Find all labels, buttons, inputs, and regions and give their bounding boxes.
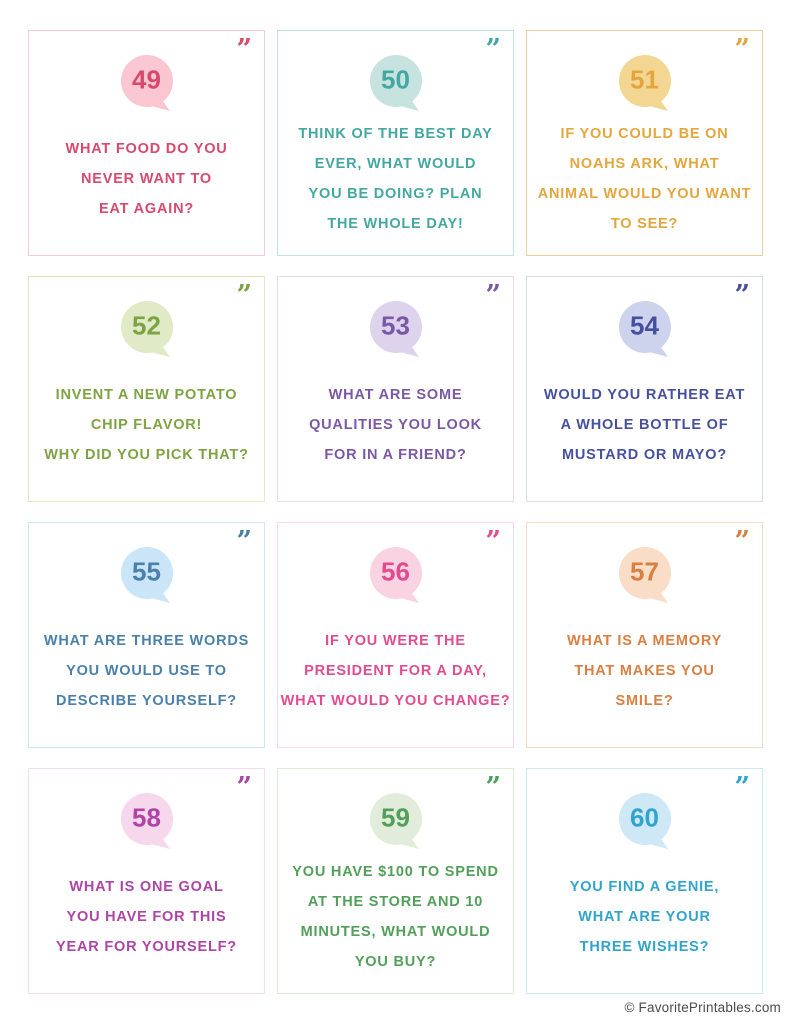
card-number: 58 <box>132 802 161 833</box>
card-number: 55 <box>132 556 161 587</box>
number-speech-bubble <box>614 299 676 363</box>
question-line: WHAT IS A MEMORY <box>566 633 723 649</box>
quote-icon: ” <box>236 772 252 803</box>
question-line: YOU BE DOING? PLAN <box>308 186 483 202</box>
number-speech-bubble <box>614 53 676 117</box>
number-speech-bubble <box>614 545 676 609</box>
quote-icon: ” <box>485 526 501 557</box>
question-text <box>278 117 513 255</box>
question-card <box>277 276 514 502</box>
number-speech-bubble <box>365 545 427 609</box>
question-line: CHIP FLAVOR! <box>90 417 203 433</box>
quote-icon: ” <box>485 772 501 803</box>
card-number: 57 <box>630 556 659 587</box>
question-line: YOU FIND A GENIE, <box>569 879 720 895</box>
question-card <box>28 30 265 256</box>
question-line: MUSTARD OR MAYO? <box>561 447 728 463</box>
question-card <box>28 276 265 502</box>
question-line: MINUTES, WHAT WOULD <box>300 924 491 940</box>
question-line: WHAT ARE SOME <box>328 387 463 403</box>
quote-icon: ” <box>734 280 750 311</box>
question-line: A WHOLE BOTTLE OF <box>560 417 729 433</box>
card-number: 51 <box>630 64 659 95</box>
quote-icon: ” <box>734 526 750 557</box>
footer-credit: © FavoritePrintables.com <box>624 1000 781 1015</box>
question-line: THE WHOLE DAY! <box>327 216 464 232</box>
question-line: TO SEE? <box>610 216 679 232</box>
number-speech-bubble <box>116 545 178 609</box>
number-speech-bubble <box>365 791 427 855</box>
quote-icon: ” <box>734 772 750 803</box>
number-speech-bubble <box>116 791 178 855</box>
question-line: IF YOU WERE THE <box>325 633 466 649</box>
question-line: INVENT A NEW POTATO <box>55 387 238 403</box>
question-line: EVER, WHAT WOULD <box>314 156 477 172</box>
quote-icon: ” <box>734 34 750 65</box>
question-text <box>527 855 762 993</box>
question-card <box>277 522 514 748</box>
card-number: 59 <box>381 802 410 833</box>
question-line: YOU HAVE FOR THIS <box>66 909 227 925</box>
question-card <box>526 276 763 502</box>
question-line: THAT MAKES YOU <box>574 663 715 679</box>
question-line: DESCRIBE YOURSELF? <box>56 693 237 709</box>
question-line: THREE WISHES? <box>579 939 710 955</box>
question-line: SMILE? <box>615 693 674 709</box>
question-line: FOR IN A FRIEND? <box>324 447 467 463</box>
question-card <box>28 768 265 994</box>
question-line: WHAT IS ONE GOAL <box>69 879 224 895</box>
question-line: WOULD YOU RATHER EAT <box>543 387 746 403</box>
question-line: WHAT WOULD YOU CHANGE? <box>280 693 511 709</box>
number-speech-bubble <box>365 299 427 363</box>
question-card <box>526 522 763 748</box>
card-number: 49 <box>132 64 161 95</box>
question-text <box>278 855 513 993</box>
question-line: YOU WOULD USE TO <box>66 663 227 679</box>
quote-icon: ” <box>236 280 252 311</box>
question-card <box>28 522 265 748</box>
question-line: YOU HAVE $100 TO SPEND <box>292 864 499 880</box>
question-card <box>277 768 514 994</box>
question-line: YOU BUY? <box>354 954 437 970</box>
question-line: YEAR FOR YOURSELF? <box>56 939 237 955</box>
card-number: 56 <box>381 556 410 587</box>
question-line: WHY DID YOU PICK THAT? <box>44 447 249 463</box>
question-line: NOAHS ARK, WHAT <box>569 156 720 172</box>
question-text <box>278 363 513 501</box>
question-line: NEVER WANT TO <box>81 171 212 187</box>
card-number: 60 <box>630 802 659 833</box>
question-line: WHAT FOOD DO YOU <box>65 141 228 157</box>
question-line: WHAT ARE YOUR <box>578 909 711 925</box>
question-line: IF YOU COULD BE ON <box>560 126 729 142</box>
question-card <box>526 30 763 256</box>
question-line: QUALITIES YOU LOOK <box>309 417 482 433</box>
number-speech-bubble <box>614 791 676 855</box>
question-line: THINK OF THE BEST DAY <box>298 126 493 142</box>
question-card <box>526 768 763 994</box>
question-text <box>29 609 264 747</box>
question-text <box>29 363 264 501</box>
question-text <box>29 117 264 255</box>
question-line: AT THE STORE AND 10 <box>307 894 484 910</box>
quote-icon: ” <box>485 34 501 65</box>
card-number: 50 <box>381 64 410 95</box>
question-line: PRESIDENT FOR A DAY, <box>304 663 487 679</box>
question-text <box>527 117 762 255</box>
question-text <box>527 363 762 501</box>
card-number: 53 <box>381 310 410 341</box>
question-line: ANIMAL WOULD YOU WANT <box>537 186 752 202</box>
quote-icon: ” <box>236 526 252 557</box>
card-number: 52 <box>132 310 161 341</box>
quote-icon: ” <box>236 34 252 65</box>
question-line: EAT AGAIN? <box>99 201 194 217</box>
question-text <box>278 609 513 747</box>
question-card <box>277 30 514 256</box>
question-text <box>527 609 762 747</box>
question-text <box>29 855 264 993</box>
card-number: 54 <box>630 310 659 341</box>
question-line: WHAT ARE THREE WORDS <box>43 633 250 649</box>
quote-icon: ” <box>485 280 501 311</box>
number-speech-bubble <box>116 53 178 117</box>
number-speech-bubble <box>365 53 427 117</box>
number-speech-bubble <box>116 299 178 363</box>
